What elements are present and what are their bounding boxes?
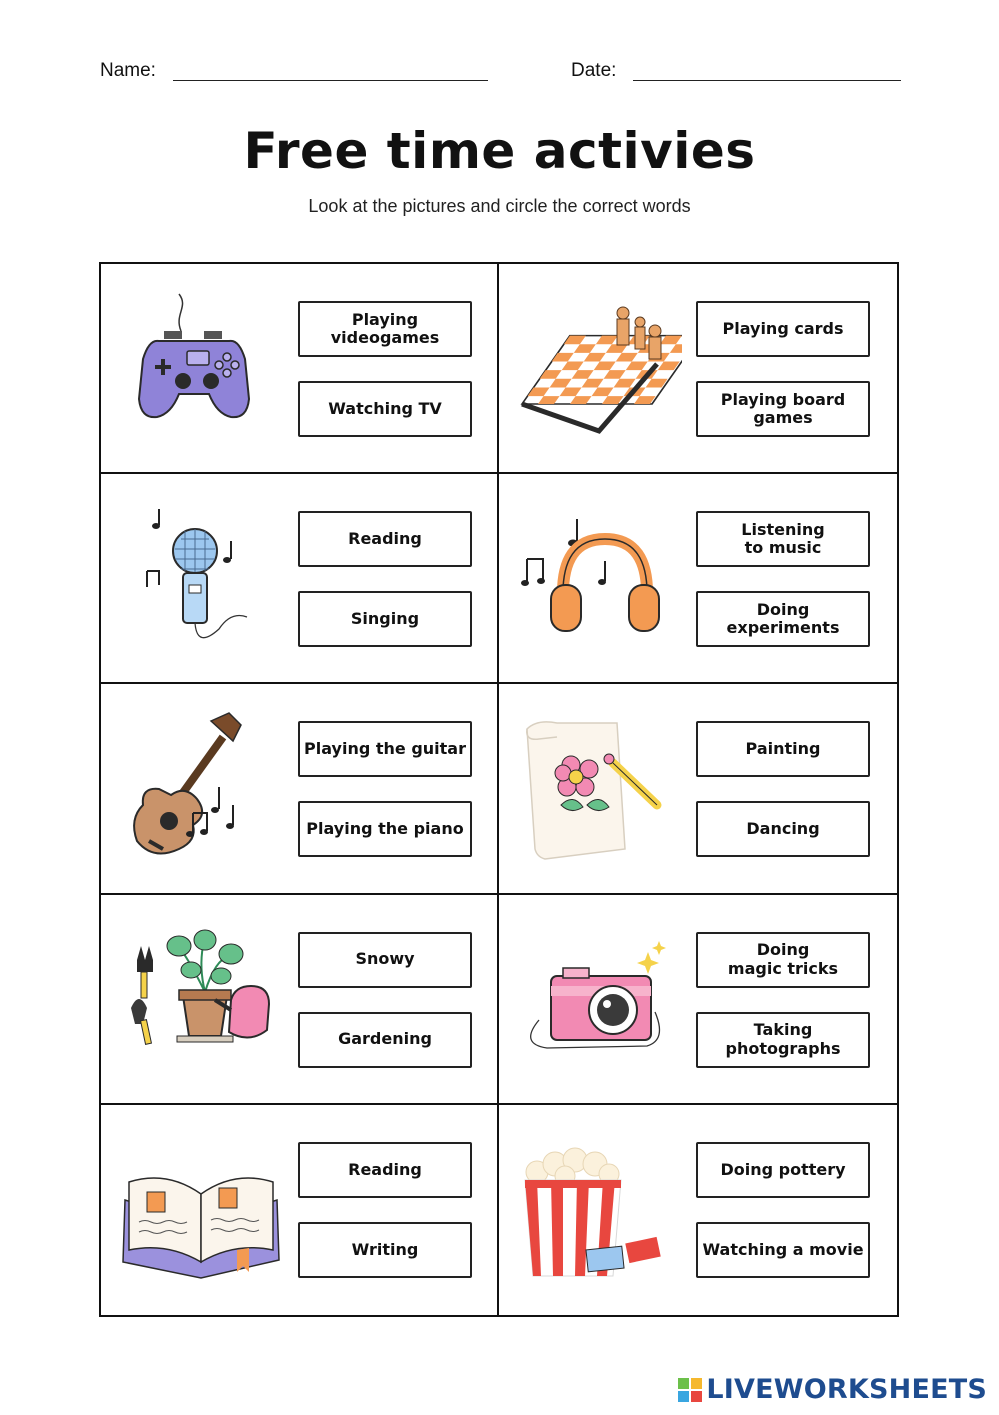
option-button[interactable]: Gardening bbox=[298, 1012, 472, 1068]
activity-cell bbox=[101, 684, 499, 894]
activity-cell bbox=[101, 264, 499, 474]
activity-cell bbox=[499, 895, 897, 1105]
activity-cell bbox=[499, 264, 897, 474]
option-button[interactable]: Playing the guitar bbox=[298, 721, 472, 777]
date-field-line[interactable] bbox=[633, 80, 901, 81]
option-button[interactable]: Playing cards bbox=[696, 301, 870, 357]
option-button[interactable]: Playing the piano bbox=[298, 801, 472, 857]
option-button[interactable]: Playing videogames bbox=[298, 301, 472, 357]
option-button[interactable]: Doing experiments bbox=[696, 591, 870, 647]
game-controller-icon bbox=[119, 289, 284, 444]
camera-icon bbox=[517, 920, 682, 1075]
instructions: Look at the pictures and circle the correct words bbox=[308, 196, 691, 216]
liveworksheets-logo-icon bbox=[677, 1377, 703, 1403]
activity-grid bbox=[99, 262, 899, 1317]
headphones-icon bbox=[517, 499, 682, 654]
option-button[interactable]: Reading bbox=[298, 511, 472, 567]
date-label: Date: bbox=[571, 60, 617, 81]
activity-cell bbox=[101, 1105, 499, 1315]
option-button[interactable]: Watching TV bbox=[298, 381, 472, 437]
option-button[interactable]: Playing board games bbox=[696, 381, 870, 437]
option-button[interactable]: Writing bbox=[298, 1222, 472, 1278]
open-book-icon bbox=[119, 1130, 284, 1285]
painting-icon bbox=[517, 709, 682, 864]
activity-cell bbox=[499, 684, 897, 894]
option-button[interactable]: Painting bbox=[696, 721, 870, 777]
option-button[interactable]: Doing pottery bbox=[696, 1142, 870, 1198]
activity-cell bbox=[101, 474, 499, 684]
option-button[interactable]: Taking photographs bbox=[696, 1012, 870, 1068]
option-button[interactable]: Listening to music bbox=[696, 511, 870, 567]
name-field-line[interactable] bbox=[173, 80, 488, 81]
chess-board-icon bbox=[517, 289, 682, 444]
option-button[interactable]: Doing magic tricks bbox=[696, 932, 870, 988]
activity-cell bbox=[499, 474, 897, 684]
gardening-tools-icon bbox=[119, 920, 284, 1075]
microphone-icon bbox=[119, 499, 284, 654]
option-button[interactable]: Watching a movie bbox=[696, 1222, 870, 1278]
brand-text: LIVEWORKSHEETS bbox=[706, 1374, 987, 1405]
option-button[interactable]: Dancing bbox=[696, 801, 870, 857]
activity-cell bbox=[101, 895, 499, 1105]
name-label: Name: bbox=[100, 60, 156, 81]
guitar-icon bbox=[119, 709, 284, 864]
option-button[interactable]: Snowy bbox=[298, 932, 472, 988]
page-title: Free time activies bbox=[243, 122, 756, 180]
activity-cell bbox=[499, 1105, 897, 1315]
popcorn-icon bbox=[517, 1130, 682, 1285]
liveworksheets-logo bbox=[677, 1374, 987, 1405]
option-button[interactable]: Reading bbox=[298, 1142, 472, 1198]
option-button[interactable]: Singing bbox=[298, 591, 472, 647]
